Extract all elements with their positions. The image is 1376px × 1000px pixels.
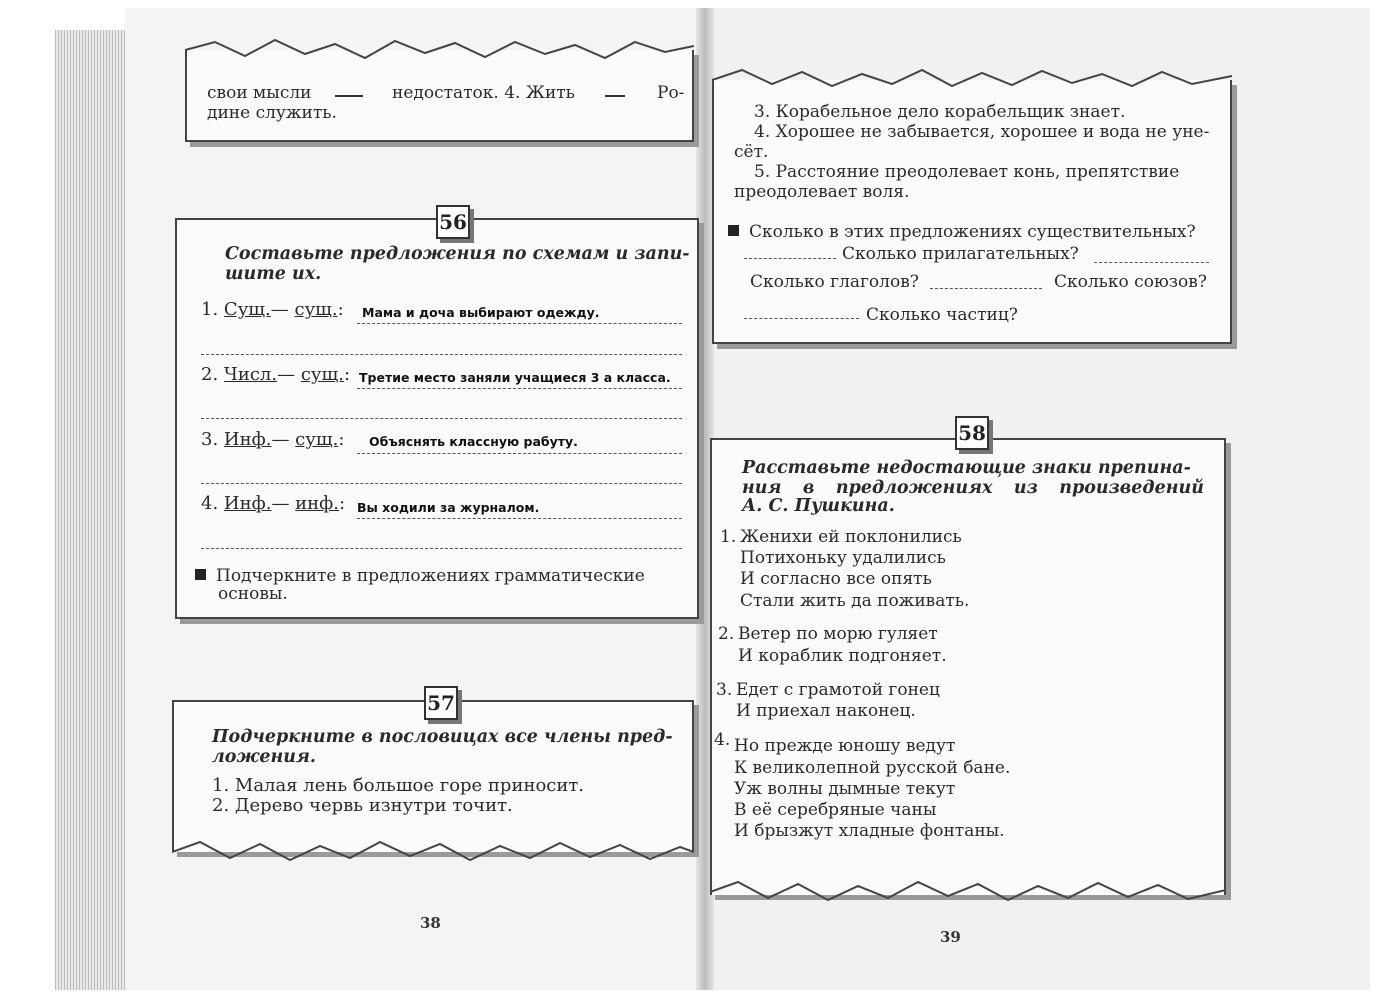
question-nouns: Сколько в этих предложениях существительных?: [728, 222, 1196, 242]
answer-line: [930, 288, 1042, 289]
question-conjunctions: Сколько союзов?: [1054, 272, 1207, 292]
ex57-item1: 1. Малая лень большое горе приносит.: [212, 775, 585, 796]
question-particles: Сколько частиц?: [866, 305, 1018, 325]
poem4-line5: И брызжут хладные фонтаны.: [734, 821, 1005, 841]
poem3-line2: И приехал наконец.: [736, 701, 916, 721]
poem3-number: 3.: [716, 680, 733, 700]
ex56-item2-answer: Третие место заняли учащиеся 3 а класса.: [359, 370, 671, 385]
torn-edge-decoration: [712, 66, 1232, 94]
item-number: 1.: [201, 299, 219, 320]
poem2-number: 2.: [718, 624, 735, 644]
scheme-word-a: Числ.: [223, 364, 278, 385]
left-top-card: [185, 50, 694, 142]
ex56-item1-scheme: 1. Сущ.— сущ.:: [201, 299, 344, 320]
answer-line: [201, 548, 682, 549]
ex56-note-line1: Подчеркните в предложениях грамматические: [195, 566, 645, 586]
ex58-task-line1: Расставьте недостающие знаки препина-: [742, 458, 1191, 478]
question-verbs: Сколько глаголов?: [750, 272, 919, 292]
ex56-item4-scheme: 4. Инф.— инф.:: [201, 493, 346, 514]
right-top-line4: 5. Расстояние преодолевает конь, препятствие: [754, 162, 1180, 182]
answer-line: [357, 323, 682, 324]
ex56-task-line1: Составьте предложения по схемам и запи-: [225, 244, 690, 264]
ex56-item1-answer: Мама и доча выбирают одежду.: [362, 305, 600, 320]
ex56-item3-scheme: 3. Инф.— сущ.:: [201, 429, 345, 450]
exercise-57-card: [172, 700, 694, 852]
ex57-task-line1: Подчеркните в пословицах все члены пред-: [212, 727, 673, 747]
scheme-word-a: Инф.: [223, 429, 272, 450]
poem4-line2: К великолепной русской бане.: [734, 758, 1011, 778]
question-adjectives: Сколько прилагательных?: [842, 244, 1079, 264]
item-number: 2.: [201, 364, 219, 385]
answer-line: [357, 388, 682, 389]
top-card-line1-a: свои мысли: [207, 83, 312, 103]
poem1-line2: Потихоньку удалились: [740, 548, 946, 568]
exercise-56-card: [175, 218, 699, 619]
poem4-number: 4.: [714, 730, 731, 750]
poem3-line1: Едет с грамотой гонец: [736, 680, 940, 700]
answer-line: [201, 483, 682, 484]
answer-line: [1094, 262, 1209, 263]
ex56-item2-scheme: 2. Числ.— сущ.:: [201, 364, 351, 385]
poem1-line3: И согласно все опять: [740, 569, 932, 589]
poem2-line1: Ветер по морю гуляет: [738, 624, 938, 644]
handwritten-dash: [605, 95, 625, 97]
answer-line: [357, 518, 682, 519]
book-edge-left: [55, 30, 135, 990]
answer-line: [357, 453, 682, 454]
ex57-item2: 2. Дерево червь изнутри точит.: [212, 795, 513, 816]
poem4-line1: Но прежде юношу ведут: [734, 736, 956, 756]
bullet-square-icon: [728, 225, 739, 236]
exercise-58-number: 58: [955, 416, 989, 450]
right-top-line3: сёт.: [734, 142, 769, 162]
ex58-task-line3: А. С. Пушкина.: [742, 496, 895, 516]
poem4-line4: В её серебряные чаны: [734, 800, 937, 820]
poem4-line3: Уж волны дымные текут: [734, 779, 956, 799]
ex56-task-line2: шите их.: [225, 264, 322, 284]
answer-line: [201, 354, 682, 355]
torn-edge-decoration: [710, 878, 1226, 908]
top-card-line1-c: Ро-: [657, 83, 685, 103]
exercise-58-card: [710, 438, 1226, 895]
right-top-line2: 4. Хорошее не забывается, хорошее и вода не уне-: [754, 122, 1210, 142]
scheme-word-b: сущ.: [294, 299, 338, 320]
scheme-word-b: сущ.: [300, 364, 344, 385]
top-card-line2: дине служить.: [207, 103, 337, 123]
scheme-word-a: Инф.: [223, 493, 272, 514]
poem2-line2: И кораблик подгоняет.: [738, 646, 947, 666]
ex56-note-line2: основы.: [218, 584, 288, 604]
poem1-line4: Стали жить да поживать.: [740, 591, 970, 611]
answer-line: [744, 258, 836, 259]
scheme-word-b: инф.: [295, 493, 339, 514]
exercise-57-number: 57: [424, 686, 458, 720]
bullet-square-icon: [195, 569, 206, 580]
ex56-item3-answer: Объяснять классную рабуту.: [369, 434, 578, 449]
top-card-line1-b: недостаток. 4. Жить: [392, 83, 575, 103]
torn-edge-decoration: [185, 36, 694, 64]
exercise-56-number: 56: [436, 205, 470, 239]
page-number-left: 38: [420, 914, 441, 932]
poem1-number: 1.: [720, 527, 737, 547]
item-number: 3.: [201, 429, 219, 450]
scheme-word-a: Сущ.: [223, 299, 271, 320]
ex57-task-line2: ложения.: [212, 747, 316, 767]
handwritten-dash: [335, 95, 363, 97]
item-number: 4.: [201, 493, 219, 514]
scheme-word-b: сущ.: [295, 429, 339, 450]
ex58-task-line2: ния в предложениях из произведений: [742, 478, 1204, 498]
ex56-item4-answer: Вы ходили за журналом.: [357, 500, 540, 515]
right-top-card: [712, 80, 1232, 344]
right-top-line1: 3. Корабельное дело корабельщик знает.: [754, 102, 1126, 122]
page-number-right: 39: [940, 928, 961, 946]
answer-line: [201, 418, 682, 419]
torn-edge-decoration: [172, 838, 694, 868]
answer-line: [744, 318, 859, 319]
poem1-line1: Женихи ей поклонились: [740, 527, 962, 547]
right-top-line5: преодолевает воля.: [734, 182, 910, 202]
